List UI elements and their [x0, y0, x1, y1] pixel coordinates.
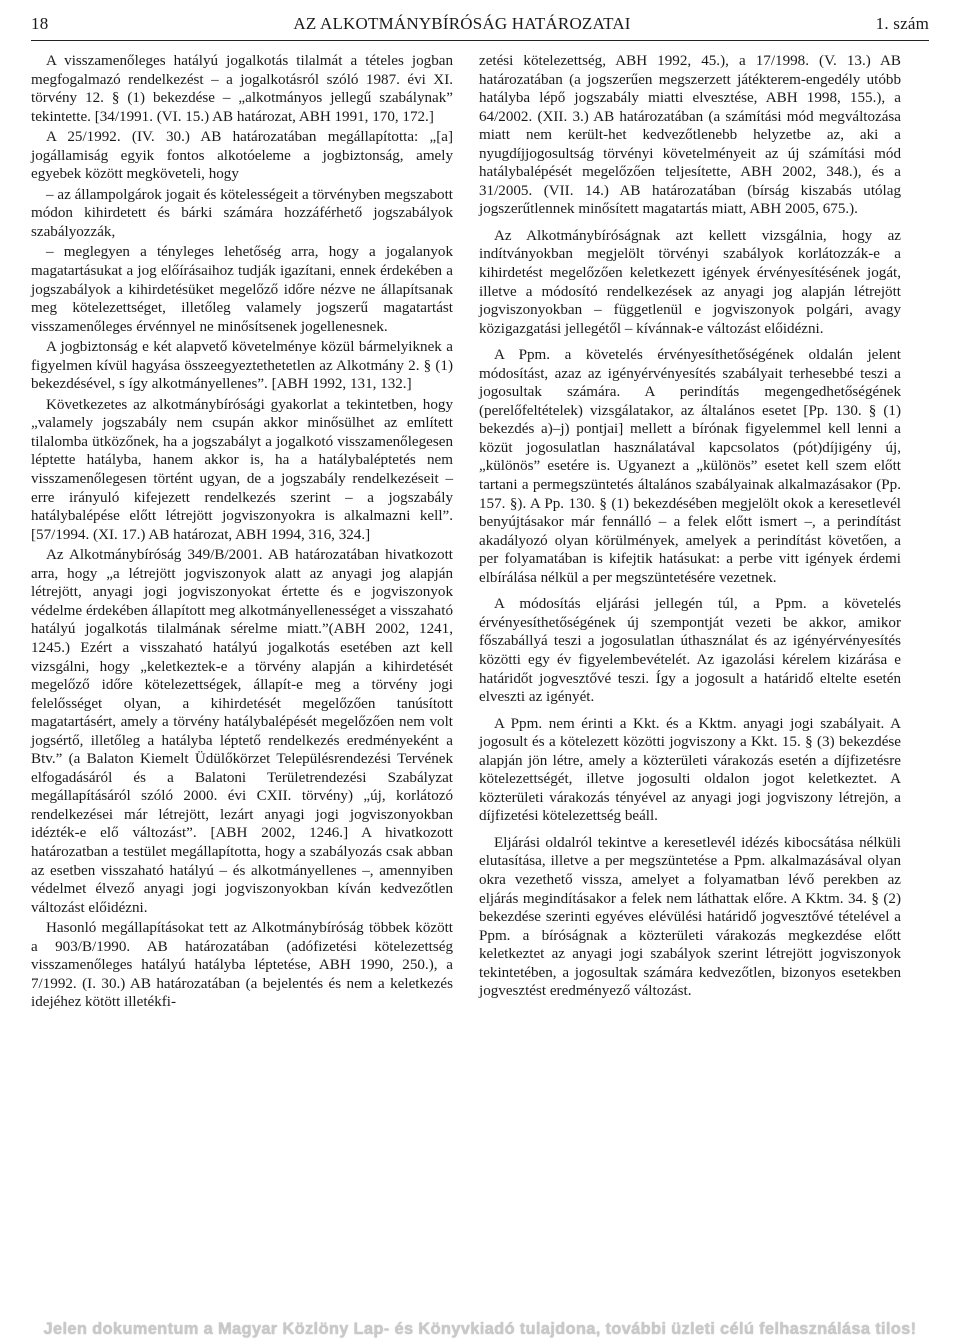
- paragraph: A jogbiztonság e két alapvető követelménye közül bármelyiknek a figyelmen kívül hagyása összeegyeztethetetlen az Alkotmány 2. § (1) bekezdésével, s így alkotmányellenes”. [ABH 1992, 131, 132.]: [31, 339, 453, 393]
- paragraph: A visszamenőleges hatályú jogalkotás tilalmát a tételes jogban megfogalmazó rendelkezést – a jogalkotásról szóló 1987. évi XI. törvény 12. § (1) bekezdése – „alkotmányos jellegű szabálynak” tekintette. [34/1991. (VI. 15.) AB határozat, ABH 1991, 170, 172.]: [31, 53, 453, 125]
- paragraph: A Ppm. a követelés érvényesíthetőségének oldalán jelent módosítást, azaz az igényérvényesítés szabályait terhesebbé teszi a jogosultak számára. A perindítás megengedhetőségének (perelőfeltételek) vizsgálatakor, az általános esetet [Pp. 130. § (1) bekezdés a)–j) pontjai] mellett a bírónak figyelemmel kell lenni a közüt jogosulatlan használatával kapcsolatos (pót)díjigény új, „különös” esetére is. Ugyanezt a „különös” esetet kell szem előtt tartani a permegszüntetés általános szabályainak alkalmazásakor (Pp. 157. §). A Pp. 130. § (1) bekezdésében megjelölt okok a keresetlevél benyújtásakor már fennálló – a felek előtt ismert –, a perindítást akadályozó olyan körülmények, amelyek a perindítást követően, a per folyamatában is kifejtik hatásukat: a perbe vitt igények érdemi elbírálása nélkül a per megszüntetésére vezetnek.: [479, 347, 901, 586]
- left-column: [31, 52, 453, 1014]
- page-title: AZ ALKOTMÁNYBÍRÓSÁG HATÁROZATAI: [293, 14, 631, 33]
- right-column: [479, 52, 901, 1003]
- copyright-watermark: Jelen dokumentum a Magyar Közlöny Lap- és Könyvkiadó tulajdona, további üzleti célú felhasználása tilos!: [43, 1319, 917, 1338]
- page-number: 18: [31, 14, 49, 33]
- paragraph: A módosítás eljárási jellegén túl, a Ppm. a követelés érvényesíthetőségének új szempontját vezeti be akkor, amikor főszabállyá teszi a jogosulatlan úthasználat és az igényérvényesítés közötti egy év figyelembevételét. Az igazolási kérelem kizárása e határidőt jogvesztővé teszi. Így a jogosult a határidő eltelte esetén elveszti az igényét.: [479, 596, 901, 706]
- dash-list-item: – meglegyen a tényleges lehetőség arra, hogy a jogalanyok magatartásukat a jog előírásaihoz tudják igazítani, ennek érdekében a jogszabályok a kihirdetésüket megelőző időre nézve ne állapítsanak meg kötelezettséget, illetőleg valamely jogszerű magatartást visszamenőleges érvénnyel ne minősítsenek jogellenesnek.: [31, 244, 453, 335]
- dash-list-item: – az állampolgárok jogait és kötelességeit a törvényben megszabott módon kihirdetett és bárki számára hozzáférhető jogszabályok szabályozzák,: [31, 186, 453, 240]
- paragraph-continued: zetési kötelezettség, ABH 1992, 45.), a 17/1998. (V. 13.) AB határozatában (a jogszerűen megszerzett játékterem-engedély utóbb hatályba lépő jogszabály miatti elvesztése, ABH 1998, 155.), a 64/2002. (XII. 3.) AB határozatában (a számítási mód megváltozása miatt nem került-het kedvezőtlenebb helyzetbe az, aki a nyugdíjjogosultság törvényi követelményeit az új számítási mód hatálybalépését megelőzően teljesítette, ABH 2002, 348.), és a 31/2005. (VII. 14.) AB határozatában (bírság kiszabás utólag jogszerűtlennek minősített magatartás miatt, ABH 2005, 675.).: [479, 53, 901, 218]
- paragraph: Az Alkotmánybíróság 349/B/2001. AB határozatában hivatkozott arra, hogy „a létrejött jogviszonyok alatt az anyagi jog alapján létrejött, anyagi jogi jogviszonyokat értette és e jogviszonyok védelme érdekében állapított meg alkotmányellenességet a visszaható hatályú jogalkotás tilalmának sérelme miatt.”(ABH 2002, 1241, 1245.) Ezért a visszaható hatályú jogalkotás esetében azt kell vizsgálni, hogy „keletkeztek-e a törvény alapján a kihirdetését megelőző időre kötelezettségek, állapít-e meg a törvény jogi felelősséget olyan, a kihirdetését megelőzően tanúsított magatartásért, amely a törvény hatálybalépését megelőzően nem volt jogsértő, illetőleg a hatályba léptető rendelkezés eredményeként a Btv.” (a Balaton Kiemelt Üdülőkörzet Településrendezési Tervének elfogadásáról és a Balatoni Területrendezési Szabályzat megállapításáról szóló 2000. évi CXII. törvény) „új, korlátozó rendelkezései már létrejött, lezárt anyagi jogi jogviszonyokban idézték-e elő változást”. [ABH 2002, 1246.] A hivatkozott határozatban a testület megállapította, hogy a szabályozás csak abban az esetben visszaható hatályú – és alkotmányellenes –, amennyiben védelmet élvező anyagi jogi jogviszonyokban kíván kedvezőtlen változást előidézni.: [31, 547, 453, 916]
- paragraph: Eljárási oldalról tekintve a keresetlevél idézés kibocsátása nélküli elutasítása, illetve a per megszüntetése a Ppm. alkalmazásával olyan okra vezethető vissza, amelyet a folyamatban lévő perekben az eljárás megindításakor a felek nem láthattak előre. A Kktm. 34. § (2) bekezdése szerinti egyéves elévülési határidő jogvesztővé tételével a Ppm. a bíróságnak a közterületi várakozás megkezdése előtt keletkeztet az anyagi jogi szabályok szerint létrejött jogviszonyok tekintetében, a jogosultak számára kedvezőtlen, bizonyos esetekben jogvesztést eredményező változást.: [479, 834, 901, 1000]
- issue-number: 1. szám: [875, 14, 929, 33]
- paragraph: Következetes az alkotmánybírósági gyakorlat a tekintetben, hogy „valamely jogszabály nem csupán akkor minősülhet az említett tilalomba ütközőnek, ha a jogszabályt a jogalkotó visszamenőlegesen léptette hatályba, hanem akkor is, ha a hatálybaléptetés nem visszamenőlegesen történt ugyan, de a jogszabály rendelkezéseit – erre irányuló kifejezett rendelkezés szerint – a jogszabály hatálybalépése előtt létrejött jogviszonyokra is alkalmazni kell”. [57/1994. (XI. 17.) AB határozat, ABH 1994, 316, 324.]: [31, 396, 453, 543]
- paragraph: Hasonló megállapításokat tett az Alkotmánybíróság többek között a 903/B/1990. AB határozatában (adófizetési kötelezettség visszamenőleges hatályú hatályba léptetése, ABH 1990, 250.), a 7/1992. (I. 30.) AB határozatában (a bejelentés és nem a keletkezés idejéhez kötött illetékfi-: [31, 920, 453, 1011]
- paragraph: Az Alkotmánybíróságnak azt kellett vizsgálnia, hogy az indítványokban megjelölt törvényi szabályok korlátozzák-e a kihirdetést megelőzően keletkezett igények érvényesítésének jogát, illetve a módosító rendelkezések az anyagi jog alapján létrejött jogviszonyokban – függetlenül e jogviszonyok polgári, avagy közigazgatási jellegétől – kívánnak-e változást előidézni.: [479, 227, 901, 337]
- header-divider: [31, 40, 929, 41]
- page-header: [31, 10, 929, 38]
- paragraph: A Ppm. nem érinti a Kkt. és a Kktm. anyagi jogi szabályait. A jogosult és a kötelezett közötti jogviszony a Kkt. 15. § (3) bekezdése alapján jön létre, amely a közterületi várakozás esetén a díjfizetésre kötelezettségét, illetve jogosulti oldalon jogot keletkeztet. A közterületi várakozás tényével az anyagi jogi jogviszony létrejön, a díjfizetési kötelezettség beáll.: [479, 715, 901, 825]
- paragraph: A 25/1992. (IV. 30.) AB határozatában megállapította: „[a] jogállamiság egyik fontos alkotóeleme a jogbiztonság, amely egyebek között megköveteli, hogy: [31, 129, 453, 183]
